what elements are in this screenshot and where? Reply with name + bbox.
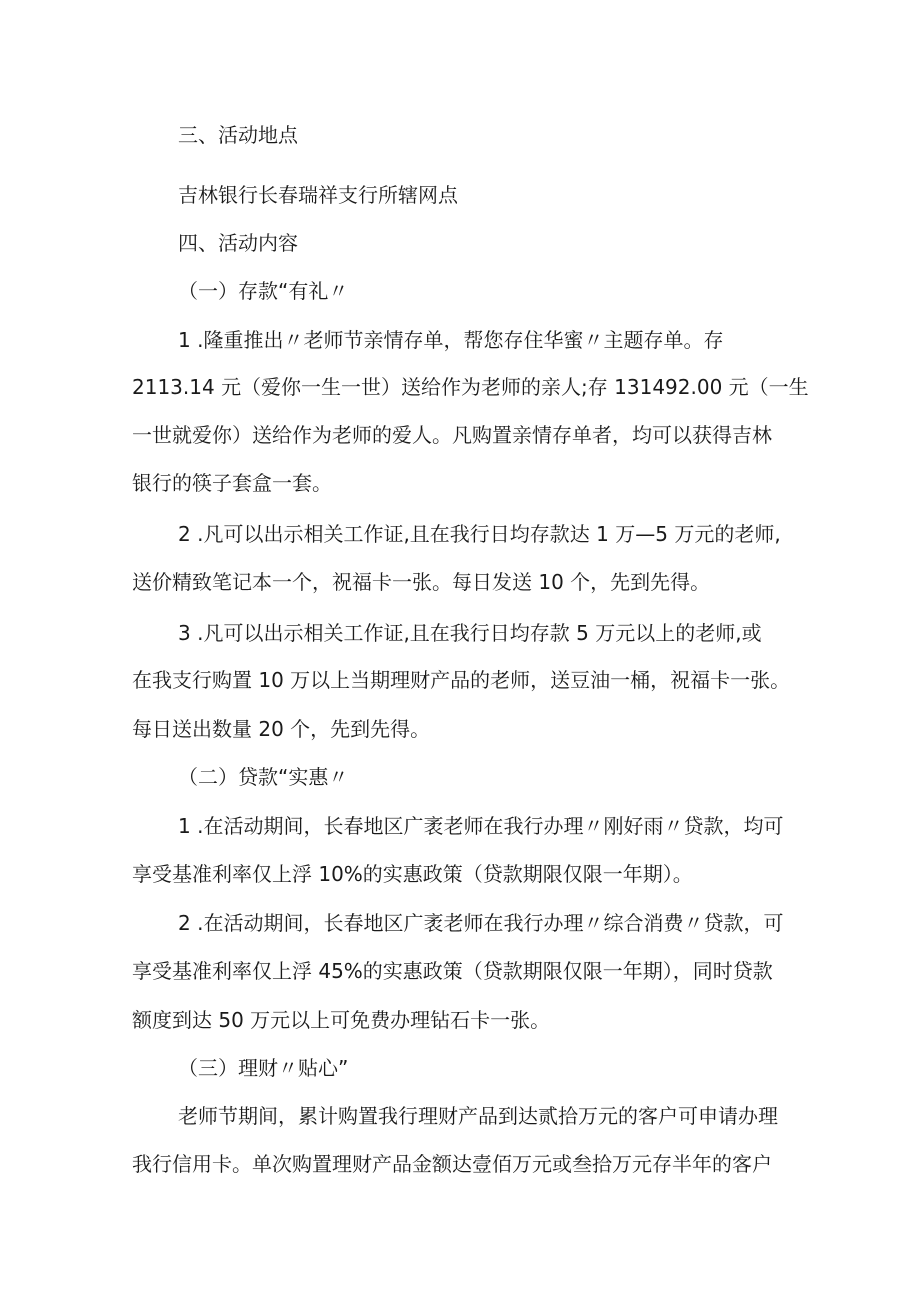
paragraph-line: 2113.14 元（爱你一生一世）送给作为老师的亲人;存 131492.00 元（一生 [132, 375, 809, 399]
paragraph-line: 送价精致笔记本一个，祝福卡一张。每日发送 10 个，先到先得。 [132, 570, 711, 594]
paragraph-line: 老师节期间，累计购置我行理财产品到达贰拾万元的客户可申请办理 [178, 1104, 778, 1128]
paragraph-line: 2 .凡可以出示相关工作证,且在我行日均存款达 1 万—5 万元的老师, [178, 522, 781, 546]
heading-activity-content: 四、活动内容 [178, 231, 298, 255]
subheading-loan: （二）贷款“实惠〃 [178, 765, 349, 789]
paragraph-line: 1 .在活动期间，长春地区广袤老师在我行办理〃刚好雨〃贷款，均可 [178, 814, 784, 838]
paragraph-line: 一世就爱你）送给作为老师的爱人。凡购置亲情存单者，均可以获得吉林 [132, 423, 772, 447]
location-text: 吉林银行长春瑞祥支行所辖网点 [178, 183, 458, 207]
paragraph-line: 在我支行购置 10 万以上当期理财产品的老师，送豆油一桶，祝福卡一张。 [132, 668, 791, 692]
paragraph-line: 1 .隆重推出〃老师节亲情存单，帮您存住华蜜〃主题存单。存 [178, 328, 724, 352]
heading-activity-location: 三、活动地点 [178, 123, 298, 147]
paragraph-line: 享受基准利率仅上浮 10%的实惠政策（贷款期限仅限一年期）。 [132, 862, 693, 886]
subheading-finance: （三）理财〃贴心” [178, 1056, 349, 1080]
subheading-deposit: （一）存款“有礼〃 [178, 279, 349, 303]
paragraph-line: 额度到达 50 万元以上可免费办理钻石卡一张。 [132, 1008, 551, 1032]
paragraph-line: 2 .在活动期间，长春地区广袤老师在我行办理〃综合消费〃贷款，可 [178, 911, 784, 935]
paragraph-line: 每日送出数量 20 个，先到先得。 [132, 717, 431, 741]
paragraph-line: 我行信用卡。单次购置理财产品金额达壹佰万元或叁拾万元存半年的客户 [132, 1152, 772, 1176]
paragraph-line: 享受基准利率仅上浮 45%的实惠政策（贷款期限仅限一年期），同时贷款 [132, 959, 773, 983]
paragraph-line: 银行的筷子套盒一套。 [132, 471, 332, 495]
paragraph-line: 3 .凡可以出示相关工作证,且在我行日均存款 5 万元以上的老师,或 [178, 621, 762, 645]
